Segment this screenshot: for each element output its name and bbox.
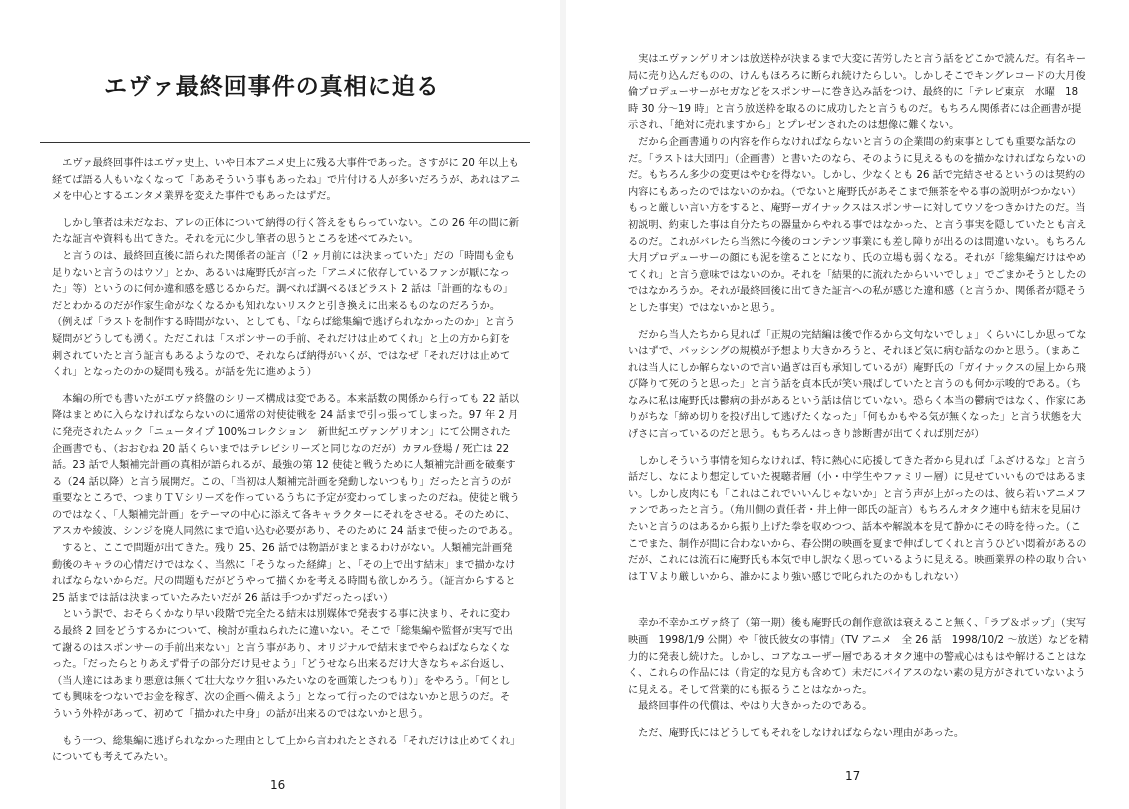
paragraph: ただ、庵野氏にはどうしてもそれをしなければならない理由があった。 [628,727,965,739]
paragraph: すると、ここで問題が出てきた。残り 25、26 話では物語がまとまるわけがない。人類補完計画発動後のキャラの心情だけではなく、当然に「そうなった経緯」と、「その上で出す結末」まで描かなければならないからだ。尺の問題もだがどうやって描くかを考える時間も欲しかろう。（証言からすると 25 話までは話は決まっていたみたいだが 26 話は手つかずだったっぽい） [52,543,516,604]
page-number-right: 17 [845,769,861,783]
paragraph: （例えば「ラストを制作する時間がない、としても、「ならば総集編で逃げられなかったのか」と言う疑問がどうしても湧く。ただこれは「スポンサーの手前、それだけは止めてくれ」と上の方から釘を刺されていたと言う証言もあるようなので、それならば納得がいくが、ではなぜ「それだけは止めてくれ」となったのかの疑問も残る。が話を先に進めよう） [52,317,516,379]
title-divider [40,142,530,143]
page-number: 16 [270,778,286,792]
left-body [52,156,520,767]
paragraph: 実はエヴァンゲリオンは放送枠が決まるまで大変に苦労したと言う話をどこかで読んだ。有名キー局に売り込んだものの、けんもほろろに断られ続けたらしい。しかしそこでキングレコードの大月俊倫プロデューサーがセガなどをスポンサーに巻き込み話をつけ、最終的に「テレビ東京 水曜 18 時 30 分〜19 時」と言う放送枠を取るのに成功したと言うものだ。もちろん関係者には企画書が提示され、「絶対に売れますから」とプレゼンされたのは想像に難くない。 [628,54,1087,132]
paragraph: しかしそういう事情を知らなければ、特に熱心に応援してきた者から見れば「ふざけるな」と言う話だし、なにより想定していた視聴者層（小・中学生やファミリー層）に見せていいものではあるまい。しかし皮肉にも「これはこれでいいんじゃないか」と言う声が上がったのは、彼ら若いアニメファンであったと言う。（角川側の責任者・井上伸一郎氏の証言）もちろんオタク連中も結末を見届けたいと言うのはあるから振り上げた拳を収めつつ、話本や解説本を見て静かにその時を待った。（ここでまた、制作が間に合わないから、春公開の映画を夏まで伸ばしてくれと言うひどい悶着があるのだが、これには流石に庵野氏も本気で申し訳なく思っているように見える。映画業界の枠の取り合いはＴＶより厳しいから、誰かにより強い感じで叱られたのかもしれない） [628,455,1087,583]
paragraph: だから企画書通りの内容を作らなければならないと言うの企業間の約束事としても重要な話なのだ。「ラストは大団円」（企画書）と書いたのなら、そのように見えるものを描かなければならないのだ。もちろん多少の変更はやむを得ない。しかし、少なくとも 26 話で完結させるというのは契約の内容にもあったのではないのかね。（でないと庵野氏があそこまで無茶をやる事の説明がつかない） もっと厳しい言い方をすると、庵野ーガイナックスはスポンサーに対してウソをつきかけたのだ。当初説明、約束した事は自分たちの器量からやれる事ではなかった、と言う事実を隠していたとも言えるのだ。これがバレたら当然に今後のコンテンツ事業にも差し障りが出るのは間違いない。もちろん大月プロデューサーの顔にも泥を塗ることになり、氏の立場も弱くなる。それが「総集編だけはやめてくれ」と言う意味ではないのか。それを「結果的に流れたからいいでしょ」でごまかそうとしたのではなかろうか。それが最終回後に出てきた証言への私が感じた違和感（と言うか、関係者が隠そうとした事実）ではないかと思う。 [628,136,1087,314]
paragraph: もう一つ、総集編に逃げられなかった理由として上から言われたとされる「それだけは止めてくれ」についても考えてみたい。 [52,735,516,764]
paragraph: 最終回事件の代償は、やはり大きかったのである。 [628,701,873,713]
left-page [0,0,560,809]
paragraph: という訳で、おそらくかなり早い段階で完全たる結末は別媒体で発表する事に決まり、それに変わる最終 2 回をどうするかについて、検討が重ねられたに違いない。そこで「総集編や監督が実写で出て謝るのはスポンサーの手前出来ない」と言う事があり、オリジナルで結末までやらねばならなくなった。「だったらとりあえず骨子の部分だけ見せよう」「どうせなら出来るだけ大きなちゃぶ台返し、（当人達にはあまり悪意は無くて壮大なウケ狙いみたいなのを画策したつもり）」をやろう。「何としても興味をつないでお金を稼ぎ、次の企画へ備えよう」となって行ったのではないかと思うのだ。そういう外枠があって、初めて「描かれた中身」の話が出来るのではないかと思う。 [52,609,513,720]
paragraph: しかし筆者は未だなお、アレの正体について納得の行く答えをもらっていない。この 26 年の間に新たな証言や資料も出てきた。それを元に少し筆者の思うところを述べてみたい。 [52,217,520,246]
paragraph: と言うのは、最終回直後に語られた関係者の証言（「2 ヶ月前には決まっていた」だの「時間も金も足りないと言うのはウソ」とか、あるいは庵野氏が言った「アニメに依存しているファンが厭になった」等）というのに何か違和感を感じるからだ。調べれば調べるほどラスト 2 話は「計画的なもの」だとわかるのだが作家生命がなくなるかも知れないリスクと引き換えに出来るものなのだろうか。 [52,250,516,312]
right-body [628,52,1090,743]
paragraph: エヴァ最終回事件はエヴァ史上、いや日本アニメ史上に残る大事件であった。さすがに 20 年以上も経てば語る人もいなくなって「ああそういう事もあったね」で片付ける人が多いだろうが、あれはアニメを中心とするエンタメ業界を変えた事件でもあったはずだ。 [52,158,521,203]
page-title: エヴァ最終回事件の真相に迫る [104,74,440,100]
paragraph: だから当人たちから見れば「正規の完結編は後で作るから文句ないでしょ」くらいにしか思ってないはずで、バッシングの規模が予想より大きかろうと、それほど気に病む話なのかと思う。（まあこれは当人にしか解らないので言い過ぎは百も承知しているが）庵野氏の「ガイナックスの屋上から飛び降りて死のうと思った」と言う話を貞本氏が笑い飛ばしていたと言うのも何か示唆的である。（ちなみに私は庵野氏は鬱病の卦があるという話は信じていない。恐らく本当の鬱病ではなく、作家にありがちな「締め切りを投げ出して逃げたくなった」「何もかもやる気が無くなった」と言う状態を大げさに言っているのだと思う。もちろんはっきり診断書が出てくれば別だが） [628,329,1087,441]
paragraph: 幸か不幸かエヴァ終了（第一期）後も庵野氏の創作意欲は衰えること無く、「ラブ＆ポップ」（実写映画 1998/1/9 公開）や「彼氏彼女の事情」（TV アニメ 全 26 話 1998/10/2 〜放送）などを精力的に発表し続けた。しかし、コアなユーザー層であるオタク連中の警戒心はもはや解けることはなく、これらの作品には（肯定的な見方も含めて）未だにバイアスのない素の見方がされていないように見える。そして営業的にも振るうことはなかった。 [628,618,1089,696]
paragraph: 本編の所でも書いたがエヴァ終盤のシリーズ構成は変である。本来話数の関係から行っても 22 話以降はまとめに入らなければならないのに通常の対使徒戦を 24 話まで引っ張ってしまった。97 年 2 月に発売されたムック「ニュータイプ 100%コレクション 新世紀エヴァンゲリオン」にて公開された企画書でも、（おおむね 20 話くらいまではテレビシリーズと同じなのだが）カヲル登場 / 死亡は 22 話。23 話で人類補完計画の真相が語られるが、最強の第 12 使徒と戦うために人類補完計画を破棄する（24 話以降）と言う展開だ。この、「当初は人類補完計画を発動しないつもり」だったと言うのが重要なところで、つまりＴＶシリーズを作っているうちに予定が変わってしまったのだね。使徒と戦うのではなく、「人類補完計画」をテーマの中心に添えて各キャラクターにそれをさせる。そのために、アスカや綾波、シンジを廃人同然にまで追い込む必要があり、そのために 24 話まで使ったのである。 [52,393,520,538]
